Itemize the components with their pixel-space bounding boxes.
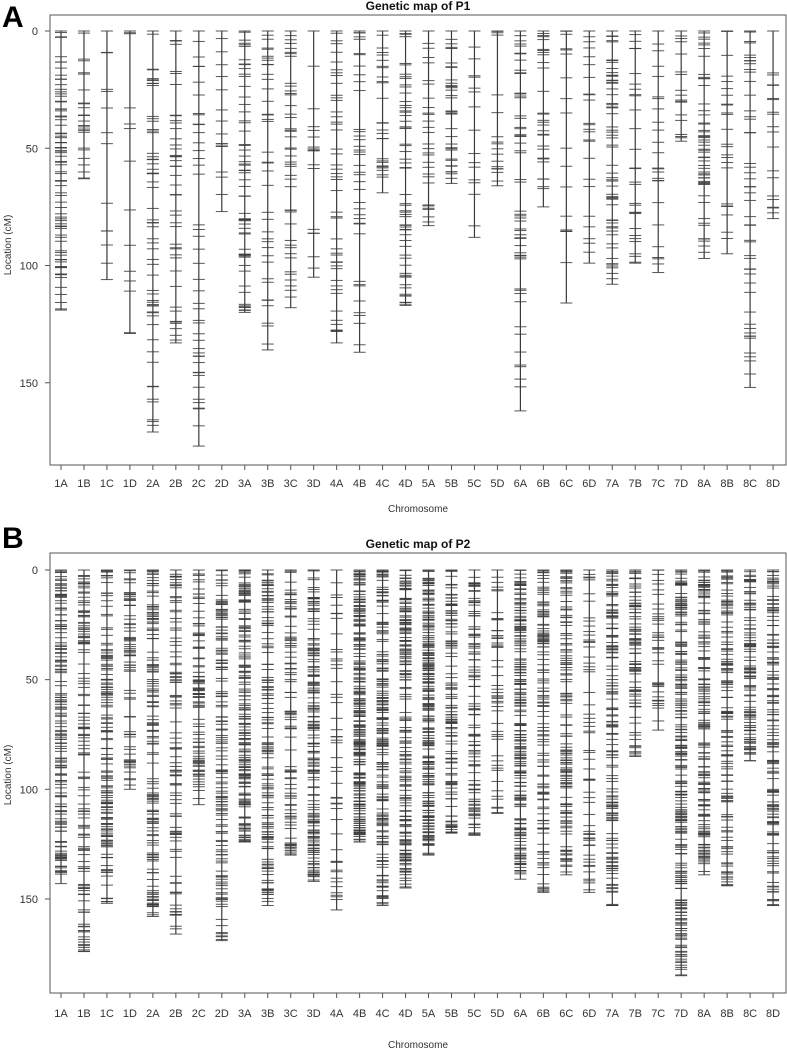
chromosome-4b [353,570,366,1020]
y-tick-label: 150 [20,894,38,906]
x-tick-label: 3D [307,478,321,490]
x-tick-label: 6D [582,1008,596,1020]
x-tick-label: 2A [146,1008,160,1020]
x-tick-label: 7D [674,1008,688,1020]
x-tick-label: 5C [467,478,481,490]
chromosome-4b [353,31,366,490]
y-axis-label: Location (cM) [3,215,14,276]
chromosome-6a [514,570,528,1020]
chromosome-2b [169,570,182,1020]
chromosome-7a [606,570,620,1020]
x-tick-label: 1B [77,1008,90,1020]
x-tick-label: 5B [445,1008,458,1020]
x-tick-label: 4A [330,478,344,490]
chromosome-3a [238,570,252,1020]
chromosome-1d [123,570,137,1020]
chromosome-5c [467,570,481,1020]
chromosome-7b [629,31,642,490]
x-tick-label: 1C [100,478,114,490]
chromosome-6b [537,570,550,1020]
chromosome-8b [720,31,733,490]
chromosome-6d [582,570,596,1020]
x-tick-label: 3B [261,478,274,490]
x-tick-label: 7B [629,1008,642,1020]
x-tick-label: 6B [537,1008,550,1020]
chromosome-5d [490,31,504,490]
x-tick-label: 4B [353,1008,366,1020]
x-tick-label: 1D [123,478,137,490]
x-tick-label: 1D [123,1008,137,1020]
x-tick-label: 2D [215,478,229,490]
chromosome-2a [146,31,160,490]
x-tick-label: 4A [330,1008,344,1020]
y-tick-label: 100 [20,261,38,273]
x-tick-label: 3C [284,478,298,490]
x-tick-label: 5B [445,478,458,490]
plot-frame [50,15,786,465]
chromosome-4a [330,570,344,1020]
x-tick-label: 4B [353,478,366,490]
chromosome-6b [537,31,550,490]
chromosome-5c [467,31,481,490]
x-tick-label: 1A [54,1008,68,1020]
chromosome-6a [514,31,528,490]
chromosome-1a [54,570,68,1020]
chromosome-1b [77,570,90,1020]
chromosome-7c [651,570,665,1020]
chromosome-7b [629,570,642,1020]
x-tick-label: 8B [720,478,733,490]
x-tick-label: 1C [100,1008,114,1020]
chromosome-7c [651,31,665,490]
x-tick-label: 3D [307,1008,321,1020]
x-tick-label: 2C [192,1008,206,1020]
chromosome-8a [697,31,711,490]
x-tick-label: 2A [146,478,160,490]
chromosome-5a [422,31,436,490]
chromosome-2b [169,31,182,490]
x-axis-label: Chromosome [388,1040,448,1051]
chromosome-7d [674,570,688,1020]
panel-a [2,0,786,515]
chromosome-4c [376,570,390,1020]
y-tick-label: 100 [20,784,38,796]
x-tick-label: 6B [537,478,550,490]
x-tick-label: 5A [422,1008,436,1020]
chromosome-1c [100,31,114,490]
panel-label: B [2,522,24,555]
x-tick-label: 8C [743,478,757,490]
x-tick-label: 4D [399,478,413,490]
chromosome-3b [261,570,274,1020]
panel-label: A [2,1,24,34]
chromosome-1c [100,570,114,1020]
x-tick-label: 2C [192,478,206,490]
y-tick-label: 50 [26,675,38,687]
chromosome-8c [743,31,757,490]
y-tick-label: 150 [20,378,38,390]
x-tick-label: 8A [697,1008,711,1020]
chromosome-5d [490,570,504,1020]
x-tick-label: 8D [766,478,780,490]
x-tick-label: 1A [54,478,68,490]
x-tick-label: 6C [559,478,573,490]
x-tick-label: 2B [169,478,182,490]
chromosome-2d [215,31,229,490]
chromosome-8d [766,31,780,490]
chromosome-4a [330,31,344,490]
x-tick-label: 4D [399,1008,413,1020]
y-tick-label: 0 [32,26,38,38]
chromosome-5b [445,570,458,1020]
x-tick-label: 3B [261,1008,274,1020]
x-tick-label: 8A [697,478,711,490]
x-tick-label: 2B [169,1008,182,1020]
chromosome-2c [192,31,206,490]
chromosome-4d [399,570,413,1020]
chromosome-3d [307,570,321,1020]
x-tick-label: 7C [651,478,665,490]
chromosome-1b [77,31,90,490]
chromosome-1a [54,31,68,490]
chart-title: Genetic map of P2 [366,537,471,551]
x-tick-label: 7C [651,1008,665,1020]
chromosome-2a [146,570,160,1020]
y-tick-label: 0 [32,565,38,577]
x-tick-label: 3C [284,1008,298,1020]
chromosome-1d [123,31,137,490]
x-tick-label: 1B [77,478,90,490]
x-tick-label: 7A [606,1008,620,1020]
chromosome-7d [674,31,688,490]
chromosome-6d [582,31,596,490]
x-tick-label: 5D [490,1008,504,1020]
x-tick-label: 6C [559,1008,573,1020]
chromosome-8a [697,570,711,1020]
x-tick-label: 7B [629,478,642,490]
y-tick-label: 50 [26,143,38,155]
chromosome-5a [422,570,436,1020]
x-tick-label: 7D [674,478,688,490]
chromosome-3c [284,570,298,1020]
x-tick-label: 5D [490,478,504,490]
x-tick-label: 4C [376,1008,390,1020]
x-tick-label: 5C [467,1008,481,1020]
x-tick-label: 3A [238,1008,252,1020]
panel-b [2,522,786,1051]
chromosome-2c [192,570,206,1020]
x-tick-label: 3A [238,478,252,490]
chromosome-3d [307,31,321,490]
chromosome-6c [559,31,573,490]
chromosome-3c [284,31,298,490]
x-axis-label: Chromosome [388,504,448,515]
chromosome-4d [399,31,413,490]
chromosome-6c [559,570,573,1020]
x-tick-label: 7A [606,478,620,490]
chromosome-3a [238,31,252,490]
x-tick-label: 2D [215,1008,229,1020]
x-tick-label: 5A [422,478,436,490]
chromosome-3b [261,31,274,490]
chromosome-4c [376,31,390,490]
x-tick-label: 4C [376,478,390,490]
chromosome-2d [215,570,229,1020]
chromosome-5b [445,31,458,490]
x-tick-label: 6A [514,1008,528,1020]
chart-title: Genetic map of P1 [366,0,471,13]
y-axis-label: Location (cM) [3,745,14,806]
x-tick-label: 6D [582,478,596,490]
plot-frame [50,553,786,993]
x-tick-label: 6A [514,478,528,490]
chromosome-7a [606,31,620,490]
